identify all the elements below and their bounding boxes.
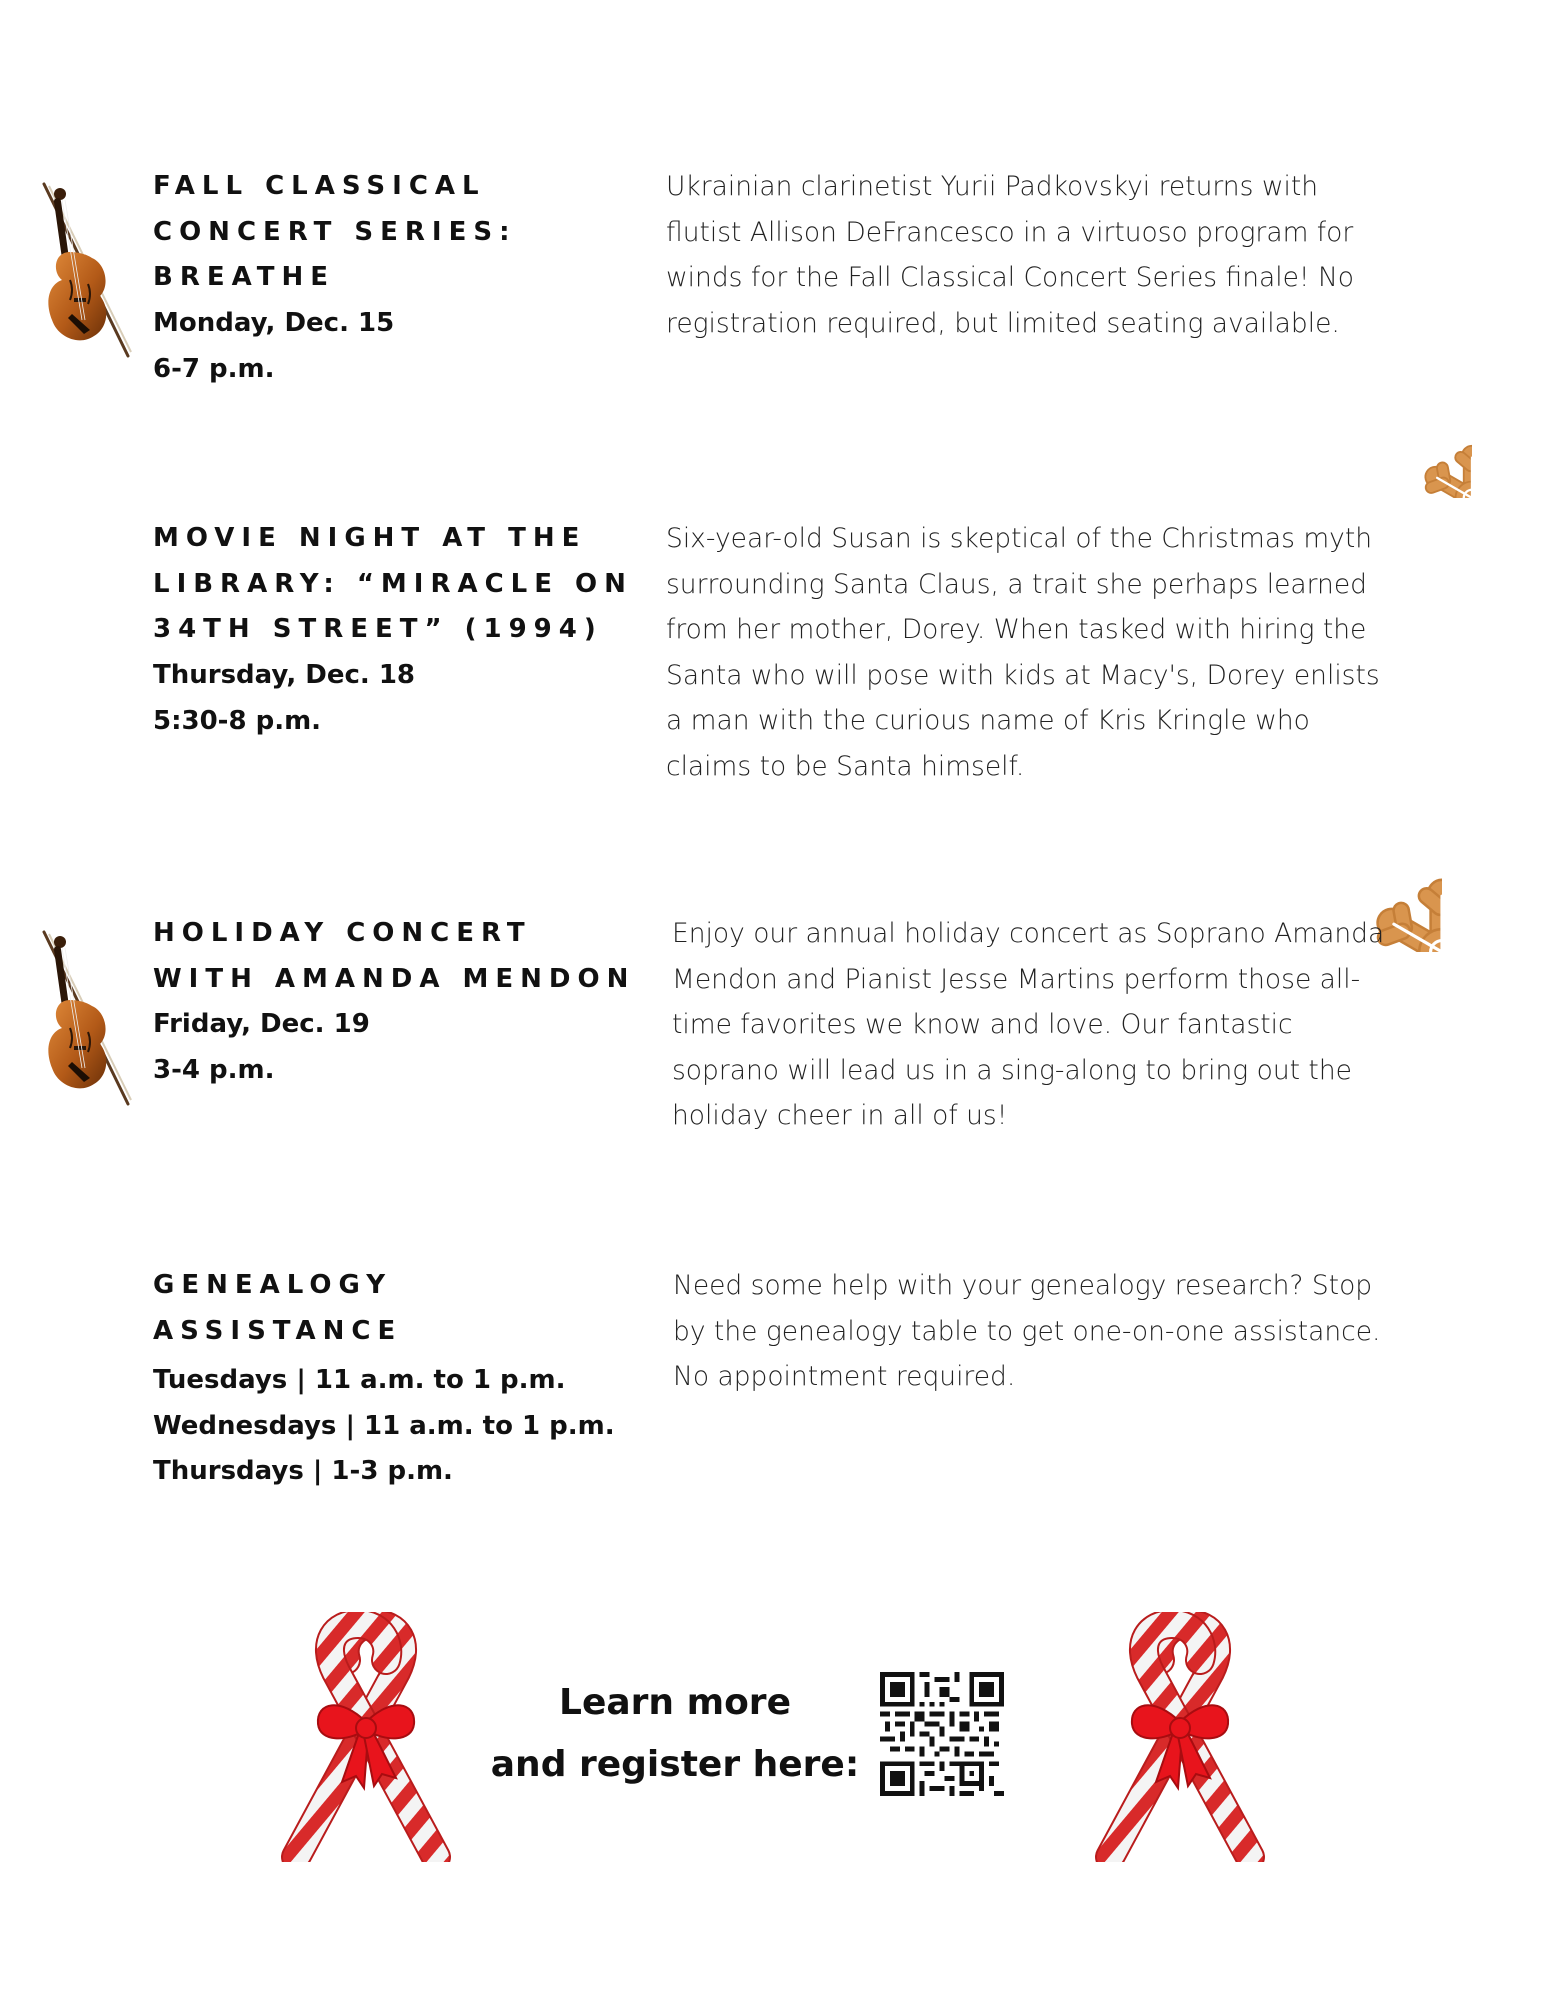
event-title [153, 911, 635, 1002]
gingerbread-snowflake-icon [1362, 388, 1472, 498]
event-time: 3-4 p.m. [153, 1054, 275, 1085]
event-title-line: LIBRARY: “MIRACLE ON [153, 568, 633, 599]
event-time: 6-7 p.m. [153, 353, 275, 384]
violin-icon [36, 180, 136, 370]
register-cta [480, 1672, 870, 1796]
event-title-line: MOVIE NIGHT AT THE [153, 523, 587, 553]
event-title [153, 1263, 402, 1354]
event-title [153, 516, 633, 653]
event-datetime [153, 1002, 370, 1093]
candy-canes-icon [246, 1612, 486, 1862]
event-title-line: CONCERT SERIES: [153, 216, 517, 247]
event-title-line: FALL CLASSICAL [153, 171, 486, 201]
event-description: Ukrainian clarinetist Yurii Padkovskyi returns with flutist Allison DeFrancesco in a virtuoso program for winds for the Fall Classical Concert Series finale! No registration required, but limited seating available. [666, 171, 1355, 339]
event-title [153, 164, 517, 301]
event-schedule-line: Wednesdays | 11 a.m. to 1 p.m. [153, 1410, 615, 1441]
event-title-line: ASSISTANCE [153, 1315, 403, 1346]
event-title-line: HOLIDAY CONCERT [153, 918, 532, 948]
event-title-line: GENEALOGY [153, 1270, 393, 1300]
event-date: Friday, Dec. 19 [153, 1009, 370, 1039]
qr-code[interactable] [880, 1672, 1004, 1796]
event-title-line: 34TH STREET” (1994) [153, 614, 603, 644]
event-date: Monday, Dec. 15 [153, 308, 395, 338]
candy-canes-icon [1060, 1612, 1300, 1862]
cta-line: Learn more [559, 1682, 791, 1723]
event-description: Enjoy our annual holiday concert as Soprano Amanda Mendon and Pianist Jesse Martins perform those all-time favorites we know and love. Our fantastic soprano will lead us in a sing-along to bring out the holiday cheer in all of us! [672, 918, 1385, 1131]
event-date: Thursday, Dec. 18 [153, 660, 416, 690]
event-datetime [153, 653, 415, 744]
violin-icon [36, 928, 136, 1118]
event-description: Six-year-old Susan is skeptical of the Christmas myth surrounding Santa Claus, a trait she perhaps learned from her mother, Dorey. When tasked with hiring the Santa who will pose with kids at Macy's, Dorey enlists a man with the curious name of Kris Kringle who claims to be Santa himself. [666, 523, 1380, 782]
event-datetime [153, 301, 394, 392]
event-schedule-line: Tuesdays | 11 a.m. to 1 p.m. [153, 1365, 566, 1395]
event-schedule-line: Thursdays | 1-3 p.m. [153, 1456, 453, 1486]
event-title-line: WITH AMANDA MENDON [153, 963, 636, 994]
event-time: 5:30-8 p.m. [153, 705, 322, 736]
event-datetime [153, 1358, 615, 1495]
event-title-line: BREATHE [153, 262, 335, 292]
event-description: Need some help with your genealogy research? Stop by the genealogy table to get one-on-one assistance. No appointment required. [673, 1270, 1381, 1392]
cta-line: and register here: [490, 1744, 860, 1785]
